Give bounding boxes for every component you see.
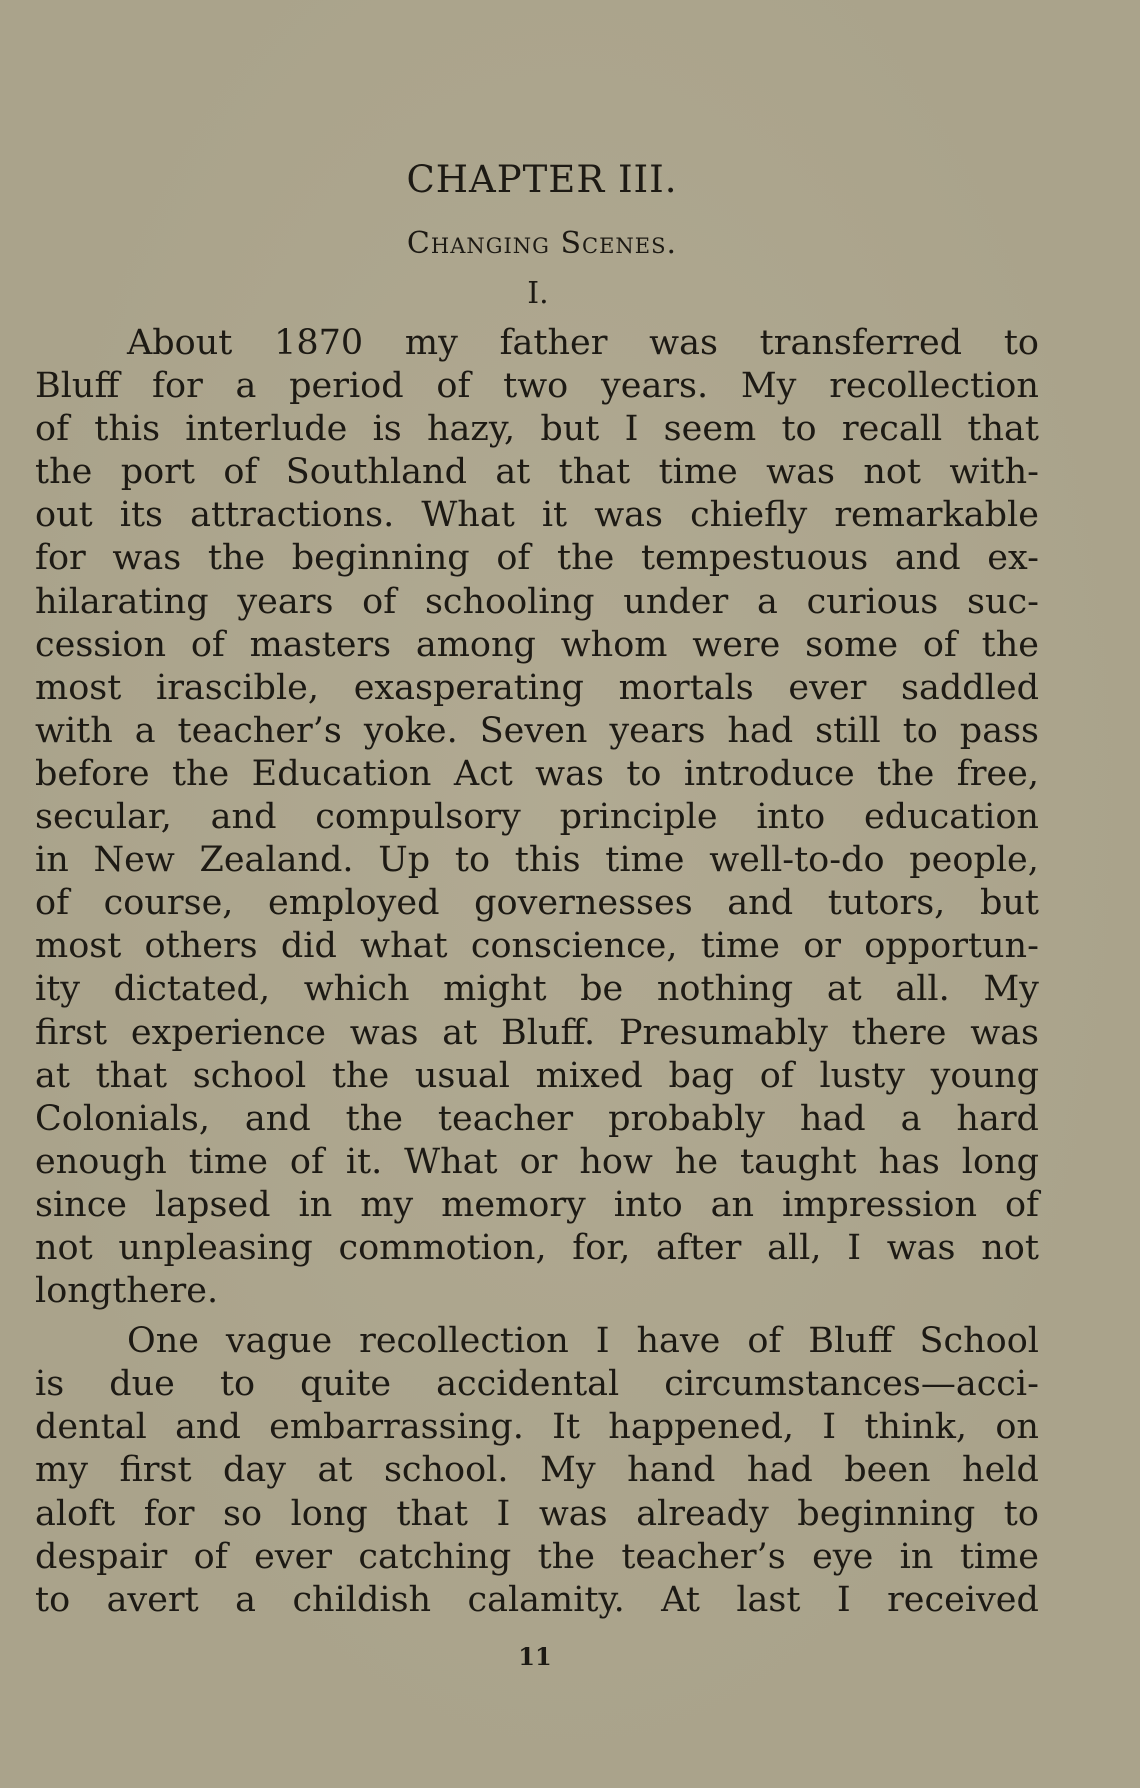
text-line: most irascible, exasperating mortals ever saddled [35,667,1039,708]
text-line: One vague recollection I have of Bluff School [127,1321,1039,1362]
paragraph-gap [35,1313,1039,1320]
text-line: dental and embarrassing. It happened, I think, on [35,1407,1039,1448]
text-line: for was the beginning of the tempestuous and ex- [35,538,1039,579]
text-line: the port of Southland at that time was not with- [35,452,1039,493]
text-line: secular, and compulsory principle into education [35,797,1039,838]
paragraph [35,322,1039,1313]
page-number: 11 [518,1642,552,1671]
text-line: before the Education Act was to introduce the free, [35,753,1039,794]
text-line: Colonials, and the teacher probably had a hard [35,1098,1039,1139]
text-line: first experience was at Bluff. Presumably there was [35,1012,1039,1053]
text-line: my first day at school. My hand had been held [35,1450,1039,1491]
text-line: most others did what conscience, time or opportun- [35,926,1039,967]
text-line: cession of masters among whom were some of the [35,624,1039,665]
text-line: with a teacher’s yoke. Seven years had still to pass [35,710,1039,751]
text-line: in New Zealand. Up to this time well-to-do people, [35,840,1039,881]
body-text [35,322,1039,1622]
text-line: not unpleasing commotion, for, after all, I was not [35,1227,1039,1268]
section-number: I. [527,276,549,311]
text-line: at that school the usual mixed bag of lusty young [35,1055,1039,1096]
text-line: About 1870 my father was transferred to [127,323,1039,363]
text-line: ity dictated, which might be nothing at all. My [35,969,1039,1010]
chapter-heading: CHAPTER III. [406,158,678,201]
text-line: long there. [35,1271,219,1312]
text-line: of this interlude is hazy, but I seem to recall that [35,409,1039,450]
text-line: of course, employed governesses and tutors, but [35,883,1039,924]
text-line: to avert a childish calamity. At last I received [35,1579,1039,1620]
paragraph [35,1320,1039,1622]
text-line: out its attractions. What it was chiefly remarkable [35,495,1039,536]
chapter-title: Changing Scenes. [406,226,678,261]
text-line: is due to quite accidental circumstances—acci- [35,1364,1039,1405]
text-line: hilarating years of schooling under a curious suc- [35,581,1039,622]
text-line: since lapsed in my memory into an impression of [35,1184,1039,1225]
text-line: aloft for so long that I was already beginning to [35,1493,1039,1534]
text-line: Bluff for a period of two years. My recollection [35,366,1039,407]
text-line: despair of ever catching the teacher’s eye in time [35,1536,1039,1577]
text-line: enough time of it. What or how he taught has long [35,1141,1039,1182]
